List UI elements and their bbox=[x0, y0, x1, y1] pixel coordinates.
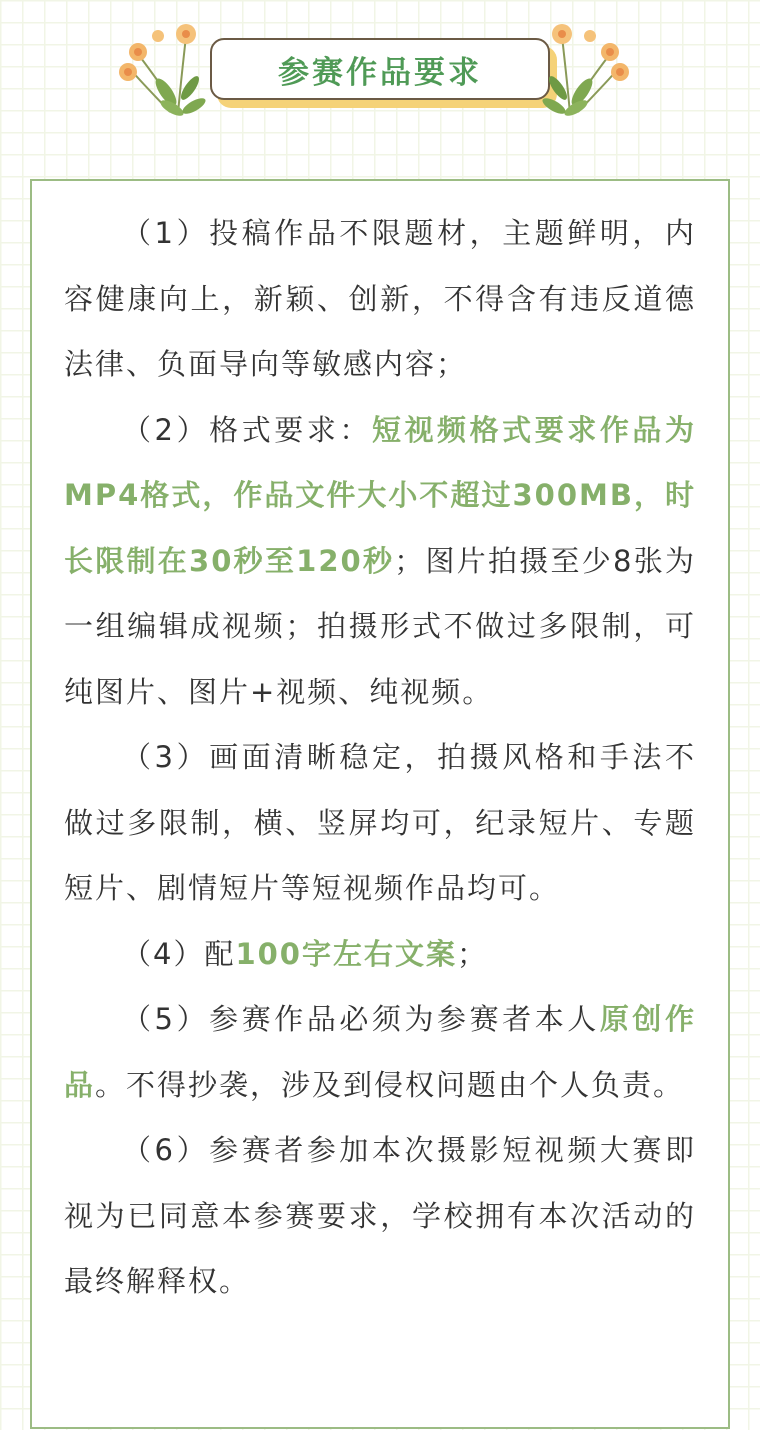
paragraph-text: （2）格式要求： bbox=[122, 412, 372, 447]
paragraph-text: 。不得抄袭，涉及到侵权问题由个人负责。 bbox=[95, 1067, 685, 1102]
title-box bbox=[210, 38, 550, 100]
paragraph-5 bbox=[64, 987, 696, 1118]
paragraph-text: ； bbox=[457, 936, 489, 971]
paragraph-1 bbox=[64, 201, 696, 398]
paragraph-text: （1）投稿作品不限题材，主题鲜明，内容健康向上，新颖、创新，不得含有违反道德法律、负面导向等敏感内容； bbox=[64, 216, 696, 381]
paragraph-text: （5）参赛作品必须为参赛者本人 bbox=[122, 1002, 600, 1036]
content-box bbox=[30, 179, 730, 1429]
page-title: 参赛作品要求 bbox=[278, 54, 482, 91]
paragraph-text: （4）配 bbox=[122, 936, 236, 971]
highlight-text: 100字左右文案 bbox=[235, 936, 457, 971]
highlight-text: 短视频格式要求作品为MP4格式，作品文件大小不超过300MB，时长限制在30秒至120秒 bbox=[64, 412, 696, 578]
paragraph-3 bbox=[64, 725, 696, 922]
paragraph-text: ；图片拍摄至少8张为一组编辑成视频；拍摄形式不做过多限制，可纯图片、图片+视频、纯视频。 bbox=[64, 543, 696, 709]
paragraph-4 bbox=[64, 922, 696, 988]
paragraph-2 bbox=[64, 398, 696, 726]
flower-branch-icon bbox=[520, 14, 640, 124]
header bbox=[0, 0, 760, 130]
paragraph-6 bbox=[64, 1118, 696, 1315]
paragraph-text: （3）画面清晰稳定，拍摄风格和手法不做过多限制，横、竖屏均可，纪录短片、专题短片、剧情短片等短视频作品均可。 bbox=[64, 740, 696, 905]
highlight-text: 原创作品 bbox=[64, 1002, 696, 1102]
paragraph-text: （6）参赛者参加本次摄影短视频大赛即视为已同意本参赛要求，学校拥有本次活动的最终解释权。 bbox=[64, 1133, 696, 1298]
